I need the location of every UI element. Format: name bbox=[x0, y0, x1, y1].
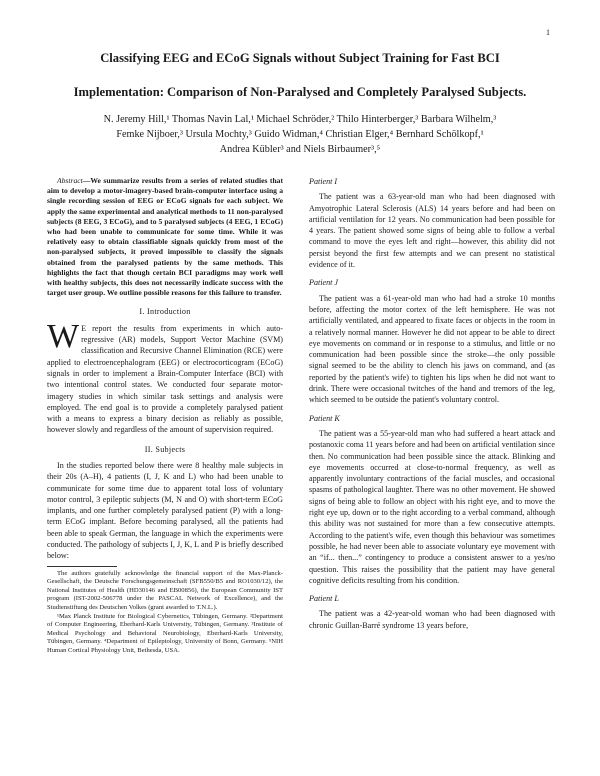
patient-j-text: The patient was a 61-year-old man who had had a stroke 10 months before, affecting the motor cortex of the left hemisphere. He was not artificially ventilated, and appeared to fixate faces or objects in the room in a relatively normal manner. However he did not appear to be able to direct eye movements on command or in response to a stimulus, and little or no communication had been possible since the stroke—the only possible signal seemed to be the ability to clench his jaws on command, and (as reported by the patient's wife) to tighten his lips when he did not want to drink. There were occasional twitches of the hand and tremors of the leg, which seemed to be outside the patient's voluntary control. bbox=[309, 293, 555, 405]
abstract-text: —We summarize results from a series of related studies that aim to develop a motor-imagery-based brain-computer interface using a single recording session of EEG or ECoG signals for each subject. We apply the same experimental and analytical methods to 11 non-paralysed subjects (8 EEG, 3 ECoG), and to 5 paralysed subjects (4 EEG, 1 ECoG) who had been unable to communicate for some time. While it was relatively easy to obtain classifiable signals quickly from most of the non-paralysed subjects, it proved impossible to classify the signals obtained from the paralysed patients by the same methods. This highlights the fact that though certain BCI paradigms may work well with healthy subjects, this does not necessarily indicate success with the target user group. We outline possible reasons for this failure to transfer. bbox=[47, 176, 283, 298]
page-number: 1 bbox=[546, 28, 550, 37]
patient-j-heading: Patient J bbox=[309, 278, 338, 288]
drop-cap: W bbox=[47, 317, 80, 355]
patient-l-text: The patient was a 42-year-old woman who had been diagnosed with chronic Guillan-Barré syndrome 13 years before, bbox=[309, 609, 555, 630]
section-heading-introduction: I. Introduction bbox=[139, 307, 191, 317]
paper-title-line-1: Classifying EEG and ECoG Signals without Subject Training for Fast BCI bbox=[100, 51, 500, 65]
intro-paragraph bbox=[47, 317, 283, 436]
patient-i-text: The patient was a 63-year-old man who had been diagnosed with Amyotrophic Lateral Sclerosis (ALS) 14 years before and had been on artificial ventilation for 12 years. No communication had been possible for 4 years. The patient showed some signs of being able to follow a verbal command to move the eyes left and right—however, this ability did not persist beyond the first few attempts and we can present no statistical evidence of it. bbox=[309, 192, 555, 270]
abstract-label: Abstract bbox=[57, 176, 83, 185]
abstract bbox=[47, 176, 283, 298]
patient-l-heading: Patient L bbox=[309, 594, 339, 604]
paper-title-line-2: Implementation: Comparison of Non-Paralysed and Completely Paralysed Subjects. bbox=[73, 85, 527, 99]
intro-text: E report the results from experiments in which auto-regressive (AR) models, Support Vector Machine (SVM) classification and Recursive Channel Elimination (RCE) were applied to electroencephalogram (EEG) or electrocorticogram (ECoG) signals in order to implement a Brain-Computer Interface (BCI) with two intentional control states. We conducted four separate motor-imagery studies in which similar task settings and analysis were employed. The end goal is to provide a completely paralysed patient with a means to express a binary decision as reliably as possible, however slowly and regardless of the amount of supervision required. bbox=[47, 323, 283, 435]
patient-k-text: The patient was a 55-year-old man who had suffered a heart attack and postanoxic coma 11 years before and had been on artificial ventilation since then. No communication had been possible since the attack. Blinking and eye movements occurred at close-to-normal frequency, as well as apparently involuntary contractions of the facial muscles, and occasional spasms of pathological laughter. There was no other movement. He showed signs of being able to follow an object with his right eye, and to move the right eye up, down or to the right according to a verbal command, although this ability was not sustained for more than a few consecutive attempts. According to the patient's wife, even though this behaviour was sometimes possible, he had never been able to associate voluntary eye movement with an “if... then...” contingency to produce a consistent answer to a yes/no question. This raises the possibility that the patient may have general cognitive deficits resulting from his condition. bbox=[309, 428, 555, 585]
subjects-paragraph: In the studies reported below there were 8 healthy male subjects in their 20s (A–H), 4 patients (I, J, K and L) who had been unable to communicate for some time due to apparent total loss of voluntary motor control, 3 epileptic subjects (M, N and O) with short-term ECoG implants, and one further completely paralysed patient (P) with a long-term ECoG implant. Before becoming paralysed, all the patients had been able to speak German, the language in which the experiments were conducted. The pathology of subjects I, J, K, L and P is briefly described below: bbox=[47, 461, 283, 561]
patient-k-heading: Patient K bbox=[309, 413, 340, 423]
patient-i-heading: Patient I bbox=[309, 177, 338, 186]
section-heading-subjects: II. Subjects bbox=[144, 444, 186, 454]
author-line-1: N. Jeremy Hill,¹ Thomas Navin Lal,¹ Michael Schröder,² Thilo Hinterberger,³ Barbara Wilhelm,³ bbox=[103, 114, 497, 125]
right-column bbox=[309, 176, 555, 631]
footnote-rule bbox=[47, 566, 117, 567]
author-line-3: Andrea Kübler³ and Niels Birbaumer³,⁵ bbox=[219, 144, 381, 155]
footnote-funding: The authors gratefully acknowledge the financial support of the Max-Planck-Gesellschaft, the Deutsche Forschungsgemeinschaft (SFB550/B5 and RO1030/12), the National Institutes of Health (HD30146 and EB00856), the European Community IST program (IST-2002-506778 under the PASCAL Network of Excellence), and the Studienstiftung des Deutschen Volkes (grant awarded to T.N.L.). bbox=[47, 569, 283, 612]
footnote-affiliations: ¹Max Planck Institute for Biological Cybernetics, Tübingen, Germany. ²Department of Computer Engineering, Eberhard-Karls University, Tübingen, Germany. ³Institute of Medical Psychology and Behavioral Neurobiology, Eberhard-Karls University, Tübingen, Germany. ⁴Department of Epileptology, University of Bonn, Germany. ⁵NIH Human Cortical Physiology Unit, Bethesda, USA. bbox=[47, 612, 283, 655]
left-column bbox=[47, 176, 283, 656]
author-line-2: Femke Nijboer,³ Ursula Mochty,³ Guido Widman,⁴ Christian Elger,⁴ Bernhard Schölkopf,¹ bbox=[116, 129, 484, 140]
